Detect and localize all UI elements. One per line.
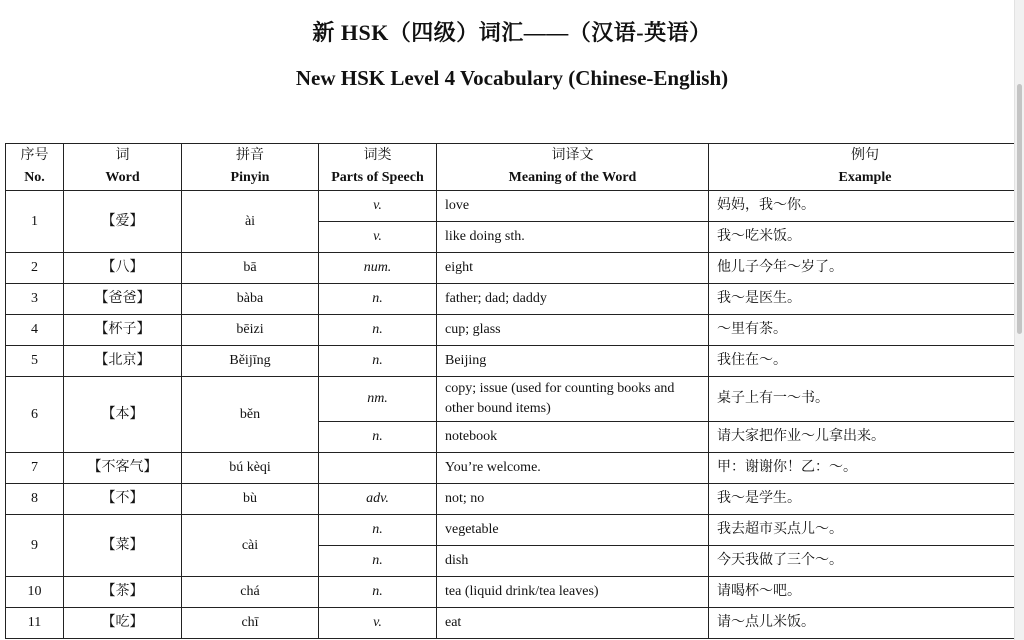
cell-meaning: father; dad; daddy <box>437 284 709 315</box>
cell-word: 【不】 <box>64 484 182 515</box>
header-pinyin-en: Pinyin <box>230 170 270 185</box>
cell-no: 3 <box>6 284 64 315</box>
table-row <box>6 515 1022 546</box>
cell-example: 我～是医生。 <box>709 284 1022 315</box>
scrollbar-thumb[interactable] <box>1017 84 1022 334</box>
table-row <box>6 315 1022 346</box>
cell-word: 【北京】 <box>64 346 182 377</box>
header-pos <box>319 144 437 191</box>
cell-word: 【吃】 <box>64 608 182 639</box>
cell-example: 请喝杯～吧。 <box>709 577 1022 608</box>
table-header-row <box>6 144 1022 191</box>
cell-pos <box>319 453 437 484</box>
cell-meaning: notebook <box>437 422 709 453</box>
cell-meaning: like doing sth. <box>437 222 709 253</box>
cell-meaning: cup; glass <box>437 315 709 346</box>
header-meaning-zh: 词译文 <box>551 148 594 163</box>
cell-meaning: eat <box>437 608 709 639</box>
cell-pinyin: běn <box>182 377 319 453</box>
cell-meaning: copy; issue (used for counting books and other bound items) <box>437 377 709 422</box>
cell-no: 2 <box>6 253 64 284</box>
cell-pos: v. <box>319 222 437 253</box>
cell-example: 请大家把作业～儿拿出来。 <box>709 422 1022 453</box>
cell-example: 桌子上有一～书。 <box>709 377 1022 422</box>
document-title: 新 HSK（四级）词汇——（汉语-英语） <box>312 20 712 45</box>
table-row <box>6 191 1022 222</box>
table-row <box>6 453 1022 484</box>
cell-meaning: dish <box>437 546 709 577</box>
cell-pos: num. <box>319 253 437 284</box>
cell-pos: v. <box>319 191 437 222</box>
table-row <box>6 577 1022 608</box>
cell-pinyin: chī <box>182 608 319 639</box>
cell-word: 【爱】 <box>64 191 182 253</box>
cell-pinyin: cài <box>182 515 319 577</box>
table-row <box>6 253 1022 284</box>
cell-pos: n. <box>319 284 437 315</box>
table-row <box>6 484 1022 515</box>
cell-no: 1 <box>6 191 64 253</box>
cell-word: 【本】 <box>64 377 182 453</box>
cell-pos: n. <box>319 346 437 377</box>
cell-pinyin: bù <box>182 484 319 515</box>
cell-no: 11 <box>6 608 64 639</box>
cell-pinyin: bú kèqi <box>182 453 319 484</box>
cell-word: 【杯子】 <box>64 315 182 346</box>
cell-pos: n. <box>319 315 437 346</box>
cell-no: 7 <box>6 453 64 484</box>
cell-meaning: not; no <box>437 484 709 515</box>
cell-pinyin: ài <box>182 191 319 253</box>
cell-word: 【菜】 <box>64 515 182 577</box>
cell-pinyin: chá <box>182 577 319 608</box>
vocabulary-table <box>5 143 1022 639</box>
header-meaning <box>437 144 709 191</box>
header-pos-zh: 词类 <box>363 148 392 163</box>
cell-example: 妈妈，我～你。 <box>709 191 1022 222</box>
cell-pos: adv. <box>319 484 437 515</box>
cell-meaning: vegetable <box>437 515 709 546</box>
header-example-en: Example <box>838 170 892 185</box>
cell-pinyin: bàba <box>182 284 319 315</box>
cell-pos: nm. <box>319 377 437 422</box>
document-subtitle: New HSK Level 4 Vocabulary (Chinese-English) <box>295 66 729 90</box>
cell-example: 我住在～。 <box>709 346 1022 377</box>
cell-meaning: love <box>437 191 709 222</box>
cell-example: 今天我做了三个～。 <box>709 546 1022 577</box>
header-no-zh: 序号 <box>20 148 49 163</box>
cell-pos: n. <box>319 515 437 546</box>
cell-pinyin: bēizi <box>182 315 319 346</box>
cell-no: 4 <box>6 315 64 346</box>
cell-meaning: eight <box>437 253 709 284</box>
cell-no: 10 <box>6 577 64 608</box>
cell-no: 9 <box>6 515 64 577</box>
header-meaning-en: Meaning of the Word <box>508 170 637 185</box>
cell-pinyin: Běijīng <box>182 346 319 377</box>
table-row <box>6 377 1022 422</box>
cell-pos: n. <box>319 546 437 577</box>
header-word-en: Word <box>105 170 140 185</box>
cell-meaning: You’re welcome. <box>437 453 709 484</box>
header-pos-en: Parts of Speech <box>331 170 424 185</box>
cell-pos: v. <box>319 608 437 639</box>
header-example <box>709 144 1022 191</box>
cell-no: 5 <box>6 346 64 377</box>
cell-meaning: Beijing <box>437 346 709 377</box>
header-word <box>64 144 182 191</box>
table-row <box>6 284 1022 315</box>
cell-pos: n. <box>319 577 437 608</box>
cell-pos: n. <box>319 422 437 453</box>
header-pinyin-zh: 拼音 <box>236 148 264 163</box>
cell-word: 【茶】 <box>64 577 182 608</box>
header-pinyin <box>182 144 319 191</box>
cell-example: 请～点儿米饭。 <box>709 608 1022 639</box>
header-example-zh: 例句 <box>851 148 879 163</box>
cell-example: 我去超市买点儿～。 <box>709 515 1022 546</box>
vertical-scrollbar[interactable] <box>1014 0 1024 640</box>
cell-word: 【八】 <box>64 253 182 284</box>
cell-example: 甲：谢谢你！乙：～。 <box>709 453 1022 484</box>
cell-word: 【爸爸】 <box>64 284 182 315</box>
header-word-zh: 词 <box>115 148 130 163</box>
table-row <box>6 608 1022 639</box>
cell-no: 6 <box>6 377 64 453</box>
cell-pinyin: bā <box>182 253 319 284</box>
cell-example: 他儿子今年～岁了。 <box>709 253 1022 284</box>
cell-word: 【不客气】 <box>64 453 182 484</box>
table-row <box>6 346 1022 377</box>
cell-example: 我～吃米饭。 <box>709 222 1022 253</box>
cell-meaning: tea (liquid drink/tea leaves) <box>437 577 709 608</box>
cell-no: 8 <box>6 484 64 515</box>
header-no <box>6 144 64 191</box>
cell-example: ～里有茶。 <box>709 315 1022 346</box>
header-no-en: No. <box>24 170 45 185</box>
cell-example: 我～是学生。 <box>709 484 1022 515</box>
